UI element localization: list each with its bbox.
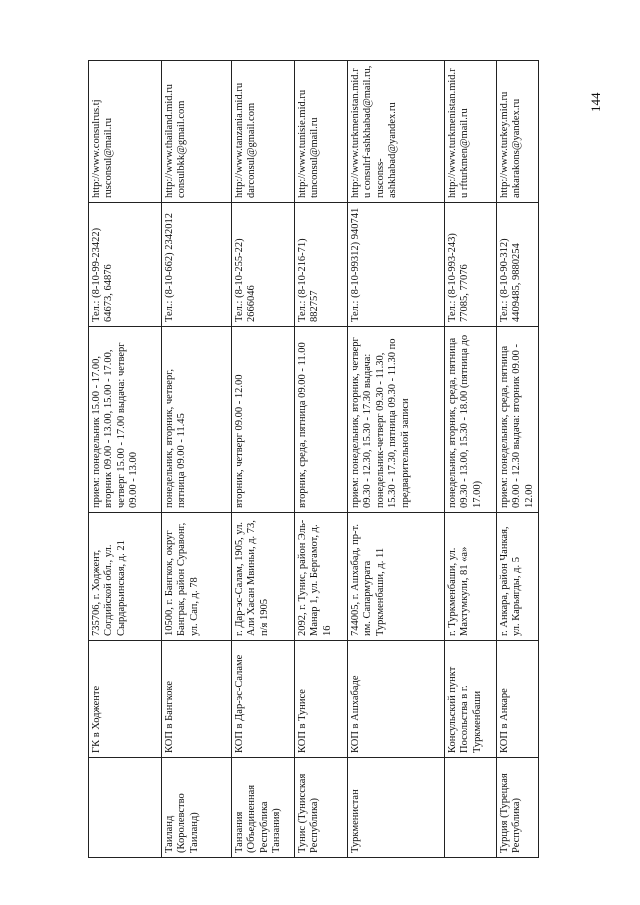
country-cell: Танзания (Объединенная Республика Танзания) (232, 758, 295, 858)
hours-cell: прием: понедельник, среда, пятница 09.00 - 12.30 выдача: вторник 09.00 - 12.00 (497, 327, 539, 513)
page-number: 144 (588, 92, 603, 112)
office-cell: ГК в Ходженте (89, 641, 162, 758)
country-cell (445, 758, 497, 858)
hours-cell: вторник, среда, пятница 09.00 - 11.00 (295, 327, 348, 513)
address-cell: 2092, г. Тунис, район Эль-Манар 1, ул. Бергамот, д. 16 (295, 513, 348, 641)
hours-cell: понедельник, вторник, среда, пятница 09.30 - 13.00, 15.30 - 18.00 (пятница до 17.00) (445, 327, 497, 513)
hours-cell: прием: понедельник 15.00 - 17.00, вторник 09.00 - 13.00, 15.00 - 17.00, четверг 15.00 - 17.00 выдача: четверг 09.00 - 13.00 (89, 327, 162, 513)
address-cell: 744005, г. Ашхабад, пр-т. им. Сапармурата Туркменбаши, д. 11 (348, 513, 445, 641)
hours-cell: прием: понедельник, вторник, четверг 09.30 - 12.30, 15.30 - 17.30 выдача: понедельник-четверг 09.30 - 11.30, 15.30 - 17.30, пятница 09.30 - 11.30 по предварительной записи (348, 327, 445, 513)
web-cell: http://www.consulrus.tj rusconsul@mail.ru (89, 61, 162, 203)
phone-cell: Тел.: (8-10-662) 2342012 (162, 203, 232, 327)
office-cell: КОП в Бангкоке (162, 641, 232, 758)
office-cell: КОП в Дар-эс-Саламе (232, 641, 295, 758)
phone-cell: Тел.: (8-10-255-22) 2666046 (232, 203, 295, 327)
country-cell (89, 758, 162, 858)
consulate-table (88, 60, 539, 858)
table-row (445, 61, 497, 858)
phone-cell: Тел.: (8-10-90-312) 4409485, 9880254 (497, 203, 539, 327)
web-cell: http://www.tunisie.mid.ru tunconsul@mail.ru (295, 61, 348, 203)
phone-cell: Тел.: (8-10-99312) 940741 (348, 203, 445, 327)
address-cell: г. Туркменбаши, ул. Махтумкули, 81 «а» (445, 513, 497, 641)
phone-cell: Тел.: (8-10-99-23422) 64673, 64876 (89, 203, 162, 327)
table-row (232, 61, 295, 858)
web-cell: http://www.turkmenistan.mid.ru consulrf-ashkhabad@mail.ru, rusconss-ashkhabad@yandex.ru (348, 61, 445, 203)
table-row (295, 61, 348, 858)
table-row (497, 61, 539, 858)
office-cell: Консульский пункт Посольства в г. Туркменбаши (445, 641, 497, 758)
hours-cell: вторник, четверг 09.00 - 12.00 (232, 327, 295, 513)
phone-cell: Тел.: (8-10-993-243) 77085, 77076 (445, 203, 497, 327)
web-cell: http://www.thailand.mid.ru consulbkk@gmail.com (162, 61, 232, 203)
country-cell: Туркменистан (348, 758, 445, 858)
table-row (162, 61, 232, 858)
country-cell: Таиланд (Королевство Таиланд) (162, 758, 232, 858)
address-cell: г. Анкара, район Чанкая, ул. Карьягды, д. 5 (497, 513, 539, 641)
office-cell: КОП в Ашхабаде (348, 641, 445, 758)
address-cell: 10500, г. Бангкок, округ Банграк, район Суравонг, ул. Сап, д. 78 (162, 513, 232, 641)
office-cell: КОП в Анкаре (497, 641, 539, 758)
web-cell: http://www.turkey.mid.ru ankarakons@yandex.ru (497, 61, 539, 203)
office-cell: КОП в Тунисе (295, 641, 348, 758)
address-cell: г. Дар-эс-Салам, 1905, ул. Али Хасан Мвиньи, д. 73, п/я 1905 (232, 513, 295, 641)
web-cell: http://www.turkmenistan.mid.ru rfturkmen@mail.ru (445, 61, 497, 203)
address-cell: 735706, г. Ходжент, Согдийской обл., ул. Сырдарьинская, д. 21 (89, 513, 162, 641)
consulate-table-rotated (88, 61, 538, 858)
hours-cell: понедельник, вторник, четверг, пятница 09.00 - 11.45 (162, 327, 232, 513)
country-cell: Турция (Турецкая Республика) (497, 758, 539, 858)
table-row (89, 61, 162, 858)
table-row (348, 61, 445, 858)
country-cell: Тунис (Тунисская Республика) (295, 758, 348, 858)
phone-cell: Тел.: (8-10-216-71) 882757 (295, 203, 348, 327)
web-cell: http://www.tanzania.mid.ru darconsul@gmail.com (232, 61, 295, 203)
